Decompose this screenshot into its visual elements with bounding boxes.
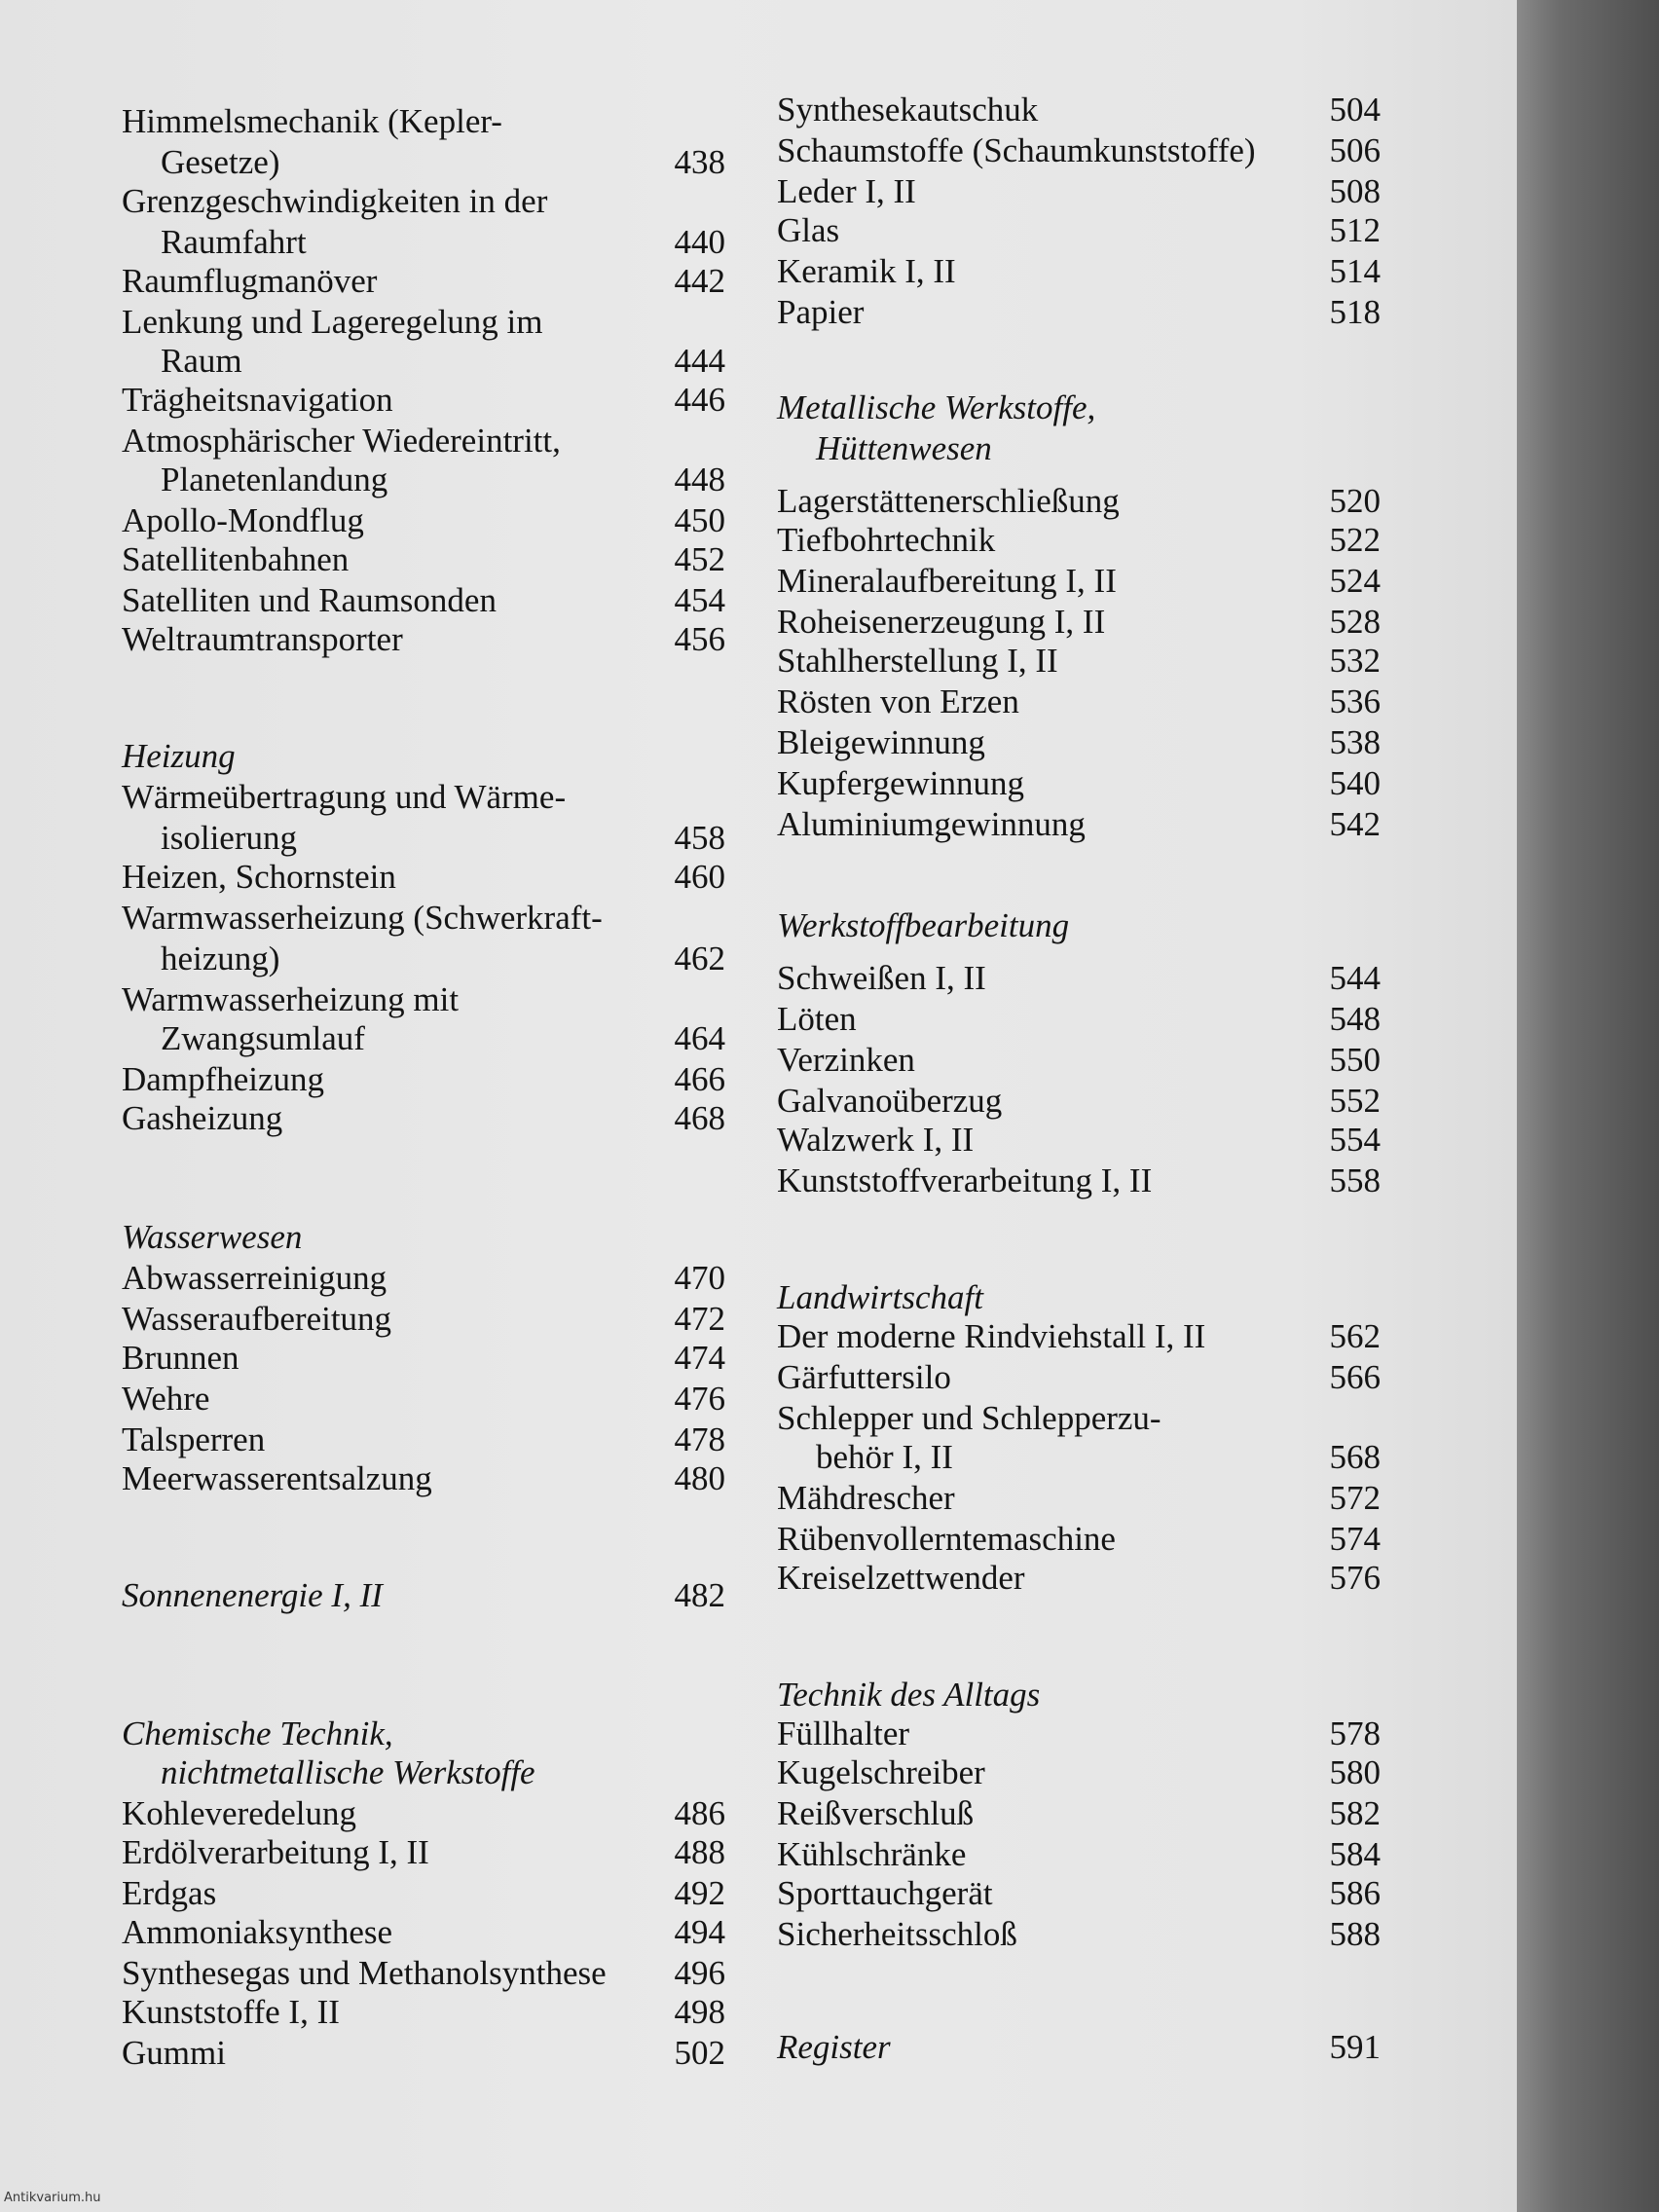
toc-entry-title: Der moderne Rindviehstall I, II	[777, 1317, 1206, 1355]
toc-entry	[122, 1379, 725, 1419]
toc-entry	[777, 763, 1381, 804]
section-heading-text: Landwirtschaft	[777, 1278, 983, 1316]
toc-entry	[777, 1752, 1381, 1793]
toc-entry-title: Wasseraufbereitung	[122, 1300, 392, 1338]
toc-entry	[777, 1558, 1381, 1599]
toc-entry-title: Kühlschränke	[777, 1835, 967, 1873]
toc-entry-title: Talsperren	[122, 1420, 266, 1458]
watermark: Antikvarium.hu	[4, 2191, 101, 2205]
toc-entry-title: isolierung	[161, 819, 297, 857]
toc-entry-title: Wärmeübertragung und Wärme-	[122, 778, 567, 816]
toc-page-number: 506	[1329, 131, 1381, 169]
toc-page-number: 452	[674, 540, 725, 578]
toc-entry	[122, 1793, 725, 1834]
toc-entry-title: Raumflugmanöver	[122, 262, 378, 300]
toc-entry-title: Kohleveredelung	[122, 1794, 357, 1832]
toc-page-number: 472	[674, 1300, 725, 1338]
toc-page-number: 562	[1329, 1317, 1381, 1355]
toc-entry	[122, 1832, 725, 1873]
toc-page-number: 591	[1329, 2028, 1381, 2066]
toc-entry-title: Lenkung und Lageregelung im	[122, 303, 543, 341]
toc-entry-title: Füllhalter	[777, 1714, 910, 1752]
toc-entry-title: Schaumstoffe (Schaumkunststoffe)	[777, 131, 1256, 169]
toc-entry-title: Warmwasserheizung (Schwerkraft-	[122, 899, 603, 937]
toc-page-number: 444	[674, 342, 725, 380]
toc-entry-title: Glas	[777, 211, 840, 249]
toc-entry-title: Schweißen I, II	[777, 959, 986, 997]
toc-entry	[777, 602, 1381, 643]
toc-entry-title: Kugelschreiber	[777, 1753, 985, 1791]
toc-entry	[122, 380, 725, 421]
toc-page-number: 542	[1329, 805, 1381, 843]
toc-page-number: 442	[674, 262, 725, 300]
toc-entry	[777, 1120, 1381, 1161]
toc-entry-title: Warmwasserheizung mit	[122, 980, 460, 1018]
toc-page-number: 576	[1329, 1559, 1381, 1597]
toc-entry	[777, 641, 1381, 682]
toc-page-number: 580	[1329, 1753, 1381, 1791]
toc-page-number: 482	[674, 1576, 725, 1614]
toc-entry	[777, 561, 1381, 602]
toc-entry-title: Satelliten und Raumsonden	[122, 581, 497, 619]
toc-entry-title: Tiefbohrtechnik	[777, 521, 996, 559]
toc-entry	[122, 1953, 725, 1994]
toc-page-number: 456	[674, 620, 725, 658]
toc-entry-title: Sicherheitsschloß	[777, 1915, 1017, 1953]
toc-entry	[122, 619, 725, 660]
section-heading-text: Wasserwesen	[122, 1218, 303, 1256]
toc-entry-title: Planetenlandung	[161, 461, 388, 498]
toc-entry	[777, 1714, 1381, 1754]
toc-entry	[122, 1419, 725, 1460]
toc-page-number: 496	[674, 1954, 725, 1992]
toc-entry-title: Trägheitsnavigation	[122, 381, 393, 419]
toc-entry	[777, 1478, 1381, 1519]
toc-entry	[122, 580, 725, 621]
toc-page-number: 578	[1329, 1714, 1381, 1752]
toc-entry-title: Synthesekautschuk	[777, 91, 1039, 129]
toc-page-number: 512	[1329, 211, 1381, 249]
toc-entry	[777, 722, 1381, 763]
toc-entry-title: Stahlherstellung I, II	[777, 642, 1058, 680]
toc-entry-title: Roheisenerzeugung I, II	[777, 603, 1106, 641]
toc-entry	[122, 302, 725, 343]
toc-page-number: 498	[674, 1993, 725, 2031]
toc-page-number: 446	[674, 381, 725, 419]
toc-page-number: 568	[1329, 1438, 1381, 1476]
toc-entry	[777, 292, 1381, 333]
toc-entry	[122, 1338, 725, 1379]
section-heading-text: Heizung	[122, 737, 236, 775]
toc-entry	[777, 1834, 1381, 1875]
toc-page-number: 450	[674, 501, 725, 539]
toc-page-number: 502	[674, 2034, 725, 2072]
toc-entry-title: Schlepper und Schlepperzu-	[777, 1399, 1161, 1437]
toc-entry	[122, 818, 725, 859]
toc-entry-title: Kupfergewinnung	[777, 764, 1025, 802]
toc-entry-title: Heizen, Schornstein	[122, 858, 396, 896]
toc-entry	[122, 261, 725, 302]
toc-page-number: 466	[674, 1060, 725, 1098]
section-heading-text: Werkstoffbearbeitung	[777, 906, 1070, 944]
toc-page-number: 514	[1329, 252, 1381, 290]
toc-entry	[122, 1098, 725, 1139]
toc-entry-title: Leder I, II	[777, 172, 916, 210]
toc-entry	[777, 1081, 1381, 1122]
toc-entry-title: Satellitenbahnen	[122, 540, 350, 578]
toc-page-number: 528	[1329, 603, 1381, 641]
page-edge-shadow	[1517, 0, 1659, 2212]
toc-entry	[777, 958, 1381, 999]
toc-page-number: 584	[1329, 1835, 1381, 1873]
toc-page-number: 462	[674, 940, 725, 977]
toc-entry-title: Erdgas	[122, 1874, 217, 1912]
toc-entry	[777, 210, 1381, 251]
toc-entry-title: Lagerstättenerschließung	[777, 482, 1120, 520]
toc-entry-title: Rübenvollerntemaschine	[777, 1520, 1116, 1558]
toc-entry	[122, 142, 725, 183]
toc-entry-title: Papier	[777, 293, 865, 331]
section-heading-text: nichtmetallische Werkstoffe	[161, 1753, 535, 1791]
toc-entry-title: Sporttauchgerät	[777, 1874, 993, 1912]
toc-entry-title: Raum	[161, 342, 242, 380]
toc-entry	[777, 520, 1381, 561]
toc-page-number: 582	[1329, 1794, 1381, 1832]
toc-entry	[122, 1059, 725, 1100]
toc-page-number: 478	[674, 1420, 725, 1458]
toc-entry	[777, 481, 1381, 522]
toc-page-number: 572	[1329, 1479, 1381, 1517]
toc-page-number: 454	[674, 581, 725, 619]
toc-entry	[122, 777, 725, 818]
toc-entry	[777, 1793, 1381, 1834]
toc-section-heading	[777, 1675, 1381, 1715]
toc-entry-title: Synthesegas und Methanolsynthese	[122, 1954, 607, 1992]
toc-entry-title: Mähdrescher	[777, 1479, 955, 1517]
toc-entry-title: behör I, II	[816, 1438, 953, 1476]
toc-section-heading	[777, 2027, 1381, 2068]
toc-entry-title: Grenzgeschwindigkeiten in der	[122, 182, 548, 220]
toc-page-number: 544	[1329, 959, 1381, 997]
toc-entry	[122, 1992, 725, 2033]
toc-entry	[122, 181, 725, 222]
toc-entry	[122, 857, 725, 898]
toc-entry	[122, 1258, 725, 1299]
toc-entry	[777, 1398, 1381, 1439]
toc-entry	[122, 341, 725, 382]
toc-entry	[122, 460, 725, 500]
toc-entry	[122, 1018, 725, 1059]
toc-page-number: 504	[1329, 91, 1381, 129]
toc-entry	[777, 1040, 1381, 1081]
toc-entry	[777, 682, 1381, 722]
toc-page-number: 492	[674, 1874, 725, 1912]
toc-entry	[122, 1873, 725, 1914]
toc-page-number: 488	[674, 1833, 725, 1871]
toc-entry	[777, 171, 1381, 212]
toc-entry-title: Zwangsumlauf	[161, 1019, 365, 1057]
toc-entry	[122, 421, 725, 461]
toc-entry-title: Mineralaufbereitung I, II	[777, 562, 1117, 600]
toc-entry-title: Rösten von Erzen	[777, 682, 1019, 720]
toc-section-heading	[122, 1714, 725, 1754]
toc-entry	[777, 1914, 1381, 1955]
toc-entry	[777, 1161, 1381, 1201]
section-heading-text: Metallische Werkstoffe,	[777, 388, 1096, 426]
toc-entry-title: Gummi	[122, 2034, 226, 2072]
toc-entry-title: Galvanoüberzug	[777, 1082, 1003, 1120]
toc-entry	[122, 898, 725, 939]
toc-page-number: 440	[674, 223, 725, 261]
toc-entry-title: Dampfheizung	[122, 1060, 324, 1098]
toc-entry-title: Kreiselzettwender	[777, 1559, 1025, 1597]
toc-page-number: 474	[674, 1339, 725, 1377]
toc-entry	[777, 1873, 1381, 1914]
toc-entry-title: Aluminiumgewinnung	[777, 805, 1086, 843]
toc-section-heading	[777, 387, 1381, 428]
toc-page-number: 522	[1329, 521, 1381, 559]
toc-page-number: 566	[1329, 1358, 1381, 1396]
toc-entry	[122, 1912, 725, 1953]
toc-section-heading	[777, 905, 1381, 946]
toc-entry	[777, 1357, 1381, 1398]
toc-page-number: 480	[674, 1459, 725, 1497]
toc-page-number: 460	[674, 858, 725, 896]
toc-entry-title: Gesetze)	[161, 143, 280, 181]
toc-page-number: 520	[1329, 482, 1381, 520]
toc-page-number: 494	[674, 1913, 725, 1951]
toc-entry-title: Apollo-Mondflug	[122, 501, 364, 539]
toc-page-number: 588	[1329, 1915, 1381, 1953]
toc-entry-title: Weltraumtransporter	[122, 620, 403, 658]
toc-entry	[122, 539, 725, 580]
toc-entry-title: Meerwasserentsalzung	[122, 1459, 432, 1497]
toc-page-number: 458	[674, 819, 725, 857]
toc-page-number: 538	[1329, 723, 1381, 761]
toc-entry-title: Verzinken	[777, 1041, 915, 1079]
toc-entry	[122, 222, 725, 263]
toc-entry-title: Ammoniaksynthese	[122, 1913, 393, 1951]
toc-page-number: 448	[674, 461, 725, 498]
toc-entry	[777, 1437, 1381, 1478]
toc-entry-title: Gärfuttersilo	[777, 1358, 951, 1396]
toc-entry	[122, 979, 725, 1020]
toc-page-number: 558	[1329, 1161, 1381, 1199]
toc-entry-title: Bleigewinnung	[777, 723, 985, 761]
section-heading-text: Register	[777, 2028, 891, 2066]
toc-page-number: 518	[1329, 293, 1381, 331]
toc-page-number: 470	[674, 1259, 725, 1297]
toc-entry	[122, 101, 725, 142]
toc-entry	[777, 130, 1381, 171]
toc-entry-title: heizung)	[161, 940, 280, 977]
toc-page-number: 550	[1329, 1041, 1381, 1079]
toc-page-number: 540	[1329, 764, 1381, 802]
toc-entry	[777, 804, 1381, 845]
toc-entry-title: Brunnen	[122, 1339, 240, 1377]
toc-page-number: 524	[1329, 562, 1381, 600]
toc-section-heading	[777, 428, 1381, 469]
toc-section-heading	[122, 1575, 725, 1616]
toc-entry	[122, 1299, 725, 1340]
toc-entry-title: Gasheizung	[122, 1099, 283, 1137]
toc-page-number: 554	[1329, 1121, 1381, 1159]
toc-section-heading	[777, 1277, 1381, 1318]
toc-entry-title: Abwasserreinigung	[122, 1259, 387, 1297]
toc-entry	[122, 2033, 725, 2074]
toc-entry-title: Kunststoffverarbeitung I, II	[777, 1161, 1153, 1199]
toc-page-number: 468	[674, 1099, 725, 1137]
toc-entry-title: Keramik I, II	[777, 252, 956, 290]
toc-entry-title: Himmelsmechanik (Kepler-	[122, 102, 502, 140]
toc-page-number: 464	[674, 1019, 725, 1057]
toc-entry-title: Wehre	[122, 1380, 210, 1418]
section-heading-text: Sonnenenergie I, II	[122, 1576, 383, 1614]
toc-entry-title: Reißverschluß	[777, 1794, 975, 1832]
toc-entry	[777, 1316, 1381, 1357]
toc-page-number: 552	[1329, 1082, 1381, 1120]
toc-page-number: 586	[1329, 1874, 1381, 1912]
toc-entry	[777, 251, 1381, 292]
toc-section-heading	[122, 1752, 725, 1793]
toc-entry-title: Raumfahrt	[161, 223, 307, 261]
toc-entry	[777, 90, 1381, 130]
toc-page-number: 574	[1329, 1520, 1381, 1558]
toc-section-heading	[122, 736, 725, 777]
section-heading-text: Hüttenwesen	[816, 429, 992, 467]
section-heading-text: Technik des Alltags	[777, 1676, 1041, 1714]
toc-entry-title: Löten	[777, 1000, 857, 1038]
toc-entry-title: Erdölverarbeitung I, II	[122, 1833, 429, 1871]
section-heading-text: Chemische Technik,	[122, 1714, 393, 1752]
toc-page-number: 532	[1329, 642, 1381, 680]
toc-entry-title: Walzwerk I, II	[777, 1121, 975, 1159]
toc-entry	[122, 939, 725, 979]
toc-page-number: 536	[1329, 682, 1381, 720]
toc-entry	[777, 999, 1381, 1040]
toc-entry	[122, 500, 725, 541]
toc-section-heading	[122, 1217, 725, 1258]
toc-page-number: 486	[674, 1794, 725, 1832]
toc-page-number: 438	[674, 143, 725, 181]
toc-page-number: 548	[1329, 1000, 1381, 1038]
toc-page-number: 476	[674, 1380, 725, 1418]
toc-page-number: 508	[1329, 172, 1381, 210]
toc-entry-title: Kunststoffe I, II	[122, 1993, 340, 2031]
toc-entry	[122, 1458, 725, 1499]
toc-entry	[777, 1519, 1381, 1560]
toc-entry-title: Atmosphärischer Wiedereintritt,	[122, 422, 561, 460]
